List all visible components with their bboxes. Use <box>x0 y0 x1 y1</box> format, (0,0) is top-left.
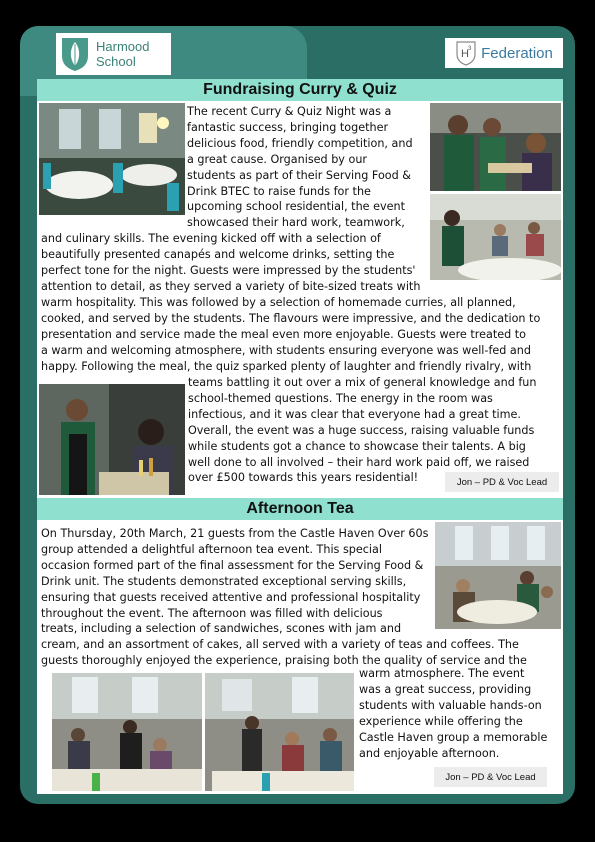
school-name-line1: Harmood <box>96 39 150 54</box>
photo-guests-dining <box>430 194 561 280</box>
text-line: cream, and an assortment of cakes, all served with a variety of teas and coffees. The <box>41 638 519 651</box>
text-line: showcased their hard work, teamwork, <box>187 216 405 230</box>
signature-curry-quiz: Jon – PD & Voc Lead <box>445 472 559 492</box>
text-line: while students got a chance to showcase their talents. A big <box>188 439 526 453</box>
text-line: Drink unit. The students demonstrated exceptional serving skills, <box>41 574 407 588</box>
photo-students-preparing-food <box>39 384 185 495</box>
tea-text-full <box>41 637 559 669</box>
photo-dining-room <box>39 103 185 215</box>
text-line: occasion formed part of the final assessment for the Serving Food & <box>41 558 424 572</box>
text-line: experience while offering the <box>359 714 523 728</box>
text-line: well done to all involved – their hard work paid off, we raised <box>188 455 530 469</box>
curry-text-wrap <box>187 104 425 231</box>
text-line: Drink BTEC to raise funds for the <box>187 184 371 198</box>
text-line: was a great success, providing <box>359 682 532 696</box>
text-line: Castle Haven group a memorable <box>359 730 548 744</box>
photo-afternoon-tea-room <box>435 522 561 629</box>
text-line: presentation and service made the meal even more enjoyable. Guests were treated to <box>41 327 526 341</box>
article-title-curry-quiz: Fundraising Curry & Quiz <box>37 79 563 101</box>
newsletter-page <box>20 26 575 804</box>
federation-mark: H <box>461 48 470 60</box>
photo-afternoon-tea-guests <box>52 673 354 791</box>
text-line: cooked, and served by the students. The flavours were impressive, and the dedication to <box>41 311 541 325</box>
text-line: happy. Following the meal, the quiz sparked plenty of laughter and friendly rivalry, with <box>41 359 532 373</box>
leaf-shield-icon <box>60 36 90 72</box>
text-line: warm hospitality. This was followed by a selection of homemade curries, all planned, <box>41 296 516 309</box>
text-line: students as part of their Serving Food & <box>187 168 412 182</box>
text-line: and enjoyable afternoon. <box>359 746 500 760</box>
text-line: a warm and welcoming atmosphere, with students ensuring everyone was well-fed and <box>41 343 531 357</box>
text-line: beautifully presented canapés and welcome drinks, setting the <box>41 247 395 261</box>
text-line: throughout the event. The afternoon was filled with delicious <box>41 606 383 620</box>
text-line: warm atmosphere. The event <box>359 667 525 680</box>
tea-text-right <box>359 666 559 761</box>
text-line: school-themed questions. The energy in the room was <box>188 391 493 405</box>
text-line: group attended a delightful afternoon tea event. This special <box>41 542 382 556</box>
school-name <box>96 39 149 69</box>
text-line: guests thoroughly enjoyed the experience, praising both the quality of service and the <box>41 653 527 667</box>
article-title-afternoon-tea: Afternoon Tea <box>37 498 563 520</box>
text-line: Overall, the event was a huge success, raising valuable funds <box>188 423 535 437</box>
text-line: teams battling it out over a mix of general knowledge and fun <box>188 376 537 389</box>
text-line: upcoming school residential, the event <box>187 200 405 214</box>
federation-name: Federation <box>481 44 553 62</box>
text-line: treats, including a selection of sandwiches, scones with jam and <box>41 622 402 636</box>
text-line: infectious, and it was clear that everyone had a great time. <box>188 407 521 421</box>
harmood-school-logo <box>56 33 171 75</box>
text-line: over £500 towards this years residential! <box>188 471 419 485</box>
text-line: attention to detail, as they served a variety of bite-sized treats with <box>41 279 421 293</box>
school-name-line2: School <box>96 54 136 69</box>
signature-afternoon-tea: Jon – PD & Voc Lead <box>434 767 547 787</box>
text-line: fantastic success, bringing together <box>187 120 389 134</box>
text-line: ensuring that guests received attentive and professional hospitality <box>41 590 421 604</box>
content-area <box>37 79 563 794</box>
text-line: delicious food, friendly competition, and <box>187 136 413 150</box>
tea-text-left <box>41 526 431 637</box>
photo-students-serving-canapes <box>430 103 561 191</box>
curry-text-full <box>41 295 559 375</box>
text-line: On Thursday, 20th March, 21 guests from the Castle Haven Over 60s <box>41 527 429 540</box>
text-line: perfect tone for the night. Guests were impressed by the students' <box>41 263 416 277</box>
text-line: The recent Curry & Quiz Night was a <box>187 105 392 118</box>
text-line: and culinary skills. The evening kicked off with a selection of <box>41 232 381 245</box>
curry-text-right <box>188 375 559 486</box>
text-line: a great cause. Organised by our <box>187 152 368 166</box>
text-line: students with valuable hands-on <box>359 698 542 712</box>
h3-shield-icon <box>455 40 477 66</box>
curry-text-mid <box>41 231 425 295</box>
h3-federation-logo <box>445 38 563 68</box>
federation-sup: 3 <box>468 46 472 52</box>
